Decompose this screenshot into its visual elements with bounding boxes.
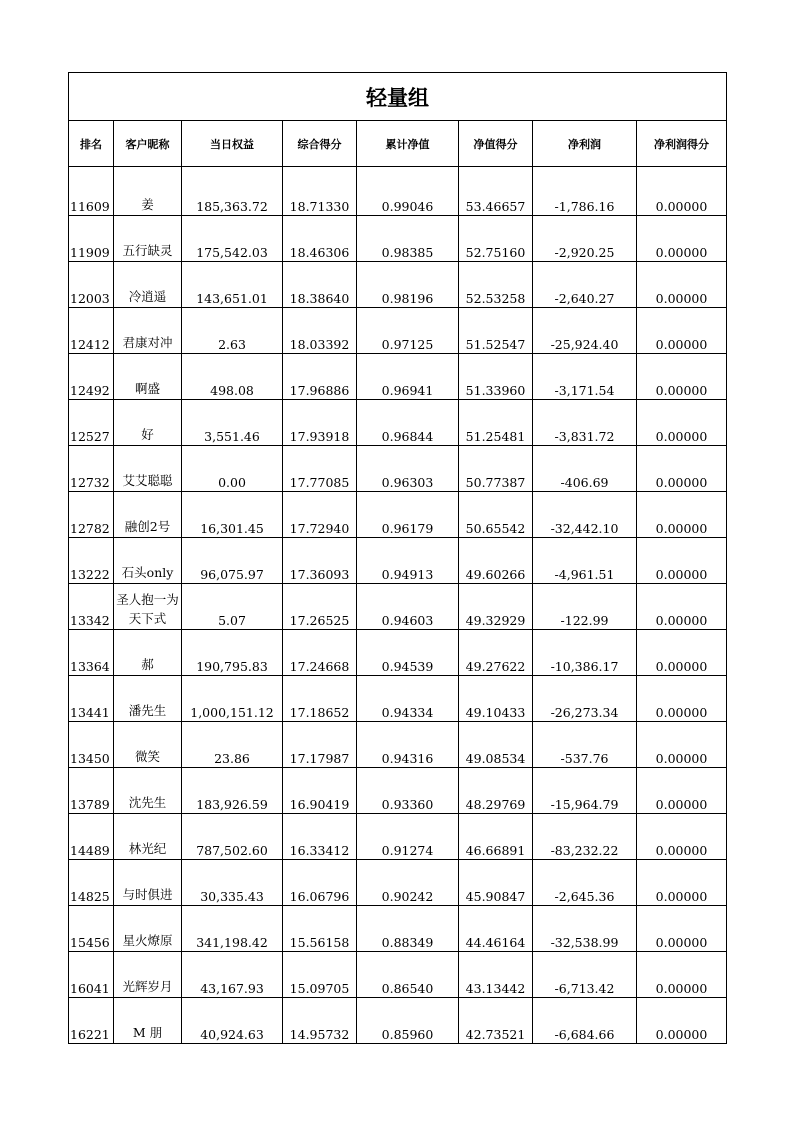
cell-composite-score: 17.72940 [283, 492, 357, 538]
cell-daily-equity: 787,502.60 [182, 814, 283, 860]
cell-rank: 16221 [69, 998, 114, 1044]
table-row [69, 676, 727, 722]
table-row [69, 814, 727, 860]
cell-nickname: 潘先生 [114, 676, 182, 722]
cell-nav-score: 51.25481 [459, 400, 533, 446]
cell-rank: 15456 [69, 906, 114, 952]
cell-nav-score: 49.27622 [459, 630, 533, 676]
cell-nav-score: 51.33960 [459, 354, 533, 400]
cell-cumulative-nav: 0.94334 [357, 676, 459, 722]
header-cumulative-nav: 累计净值 [357, 121, 459, 167]
cell-cumulative-nav: 0.96303 [357, 446, 459, 492]
cell-nickname: 五行缺灵 [114, 216, 182, 262]
cell-composite-score: 17.24668 [283, 630, 357, 676]
cell-net-profit: -537.76 [533, 722, 637, 768]
cell-net-profit: -10,386.17 [533, 630, 637, 676]
cell-net-profit-score: 0.00000 [637, 492, 727, 538]
cell-composite-score: 14.95732 [283, 998, 357, 1044]
cell-nickname: 星火燎原 [114, 906, 182, 952]
cell-composite-score: 17.36093 [283, 538, 357, 584]
table-row [69, 768, 727, 814]
cell-rank: 12527 [69, 400, 114, 446]
cell-nickname: 微笑 [114, 722, 182, 768]
cell-rank: 14489 [69, 814, 114, 860]
cell-cumulative-nav: 0.99046 [357, 167, 459, 216]
cell-cumulative-nav: 0.98196 [357, 262, 459, 308]
cell-daily-equity: 183,926.59 [182, 768, 283, 814]
table-row [69, 216, 727, 262]
cell-composite-score: 15.09705 [283, 952, 357, 998]
header-composite-score: 综合得分 [283, 121, 357, 167]
title-row [69, 73, 727, 121]
cell-nickname: 与时俱进 [114, 860, 182, 906]
cell-net-profit-score: 0.00000 [637, 446, 727, 492]
cell-nav-score: 42.73521 [459, 998, 533, 1044]
cell-net-profit-score: 0.00000 [637, 952, 727, 998]
cell-net-profit-score: 0.00000 [637, 814, 727, 860]
cell-cumulative-nav: 0.96941 [357, 354, 459, 400]
cell-net-profit-score: 0.00000 [637, 308, 727, 354]
cell-nav-score: 48.29769 [459, 768, 533, 814]
table-row [69, 538, 727, 584]
cell-net-profit: -3,831.72 [533, 400, 637, 446]
cell-rank: 12782 [69, 492, 114, 538]
cell-net-profit-score: 0.00000 [637, 584, 727, 630]
cell-nickname: 郝 [114, 630, 182, 676]
cell-cumulative-nav: 0.98385 [357, 216, 459, 262]
cell-daily-equity: 175,542.03 [182, 216, 283, 262]
cell-daily-equity: 190,795.83 [182, 630, 283, 676]
cell-cumulative-nav: 0.85960 [357, 998, 459, 1044]
cell-net-profit-score: 0.00000 [637, 860, 727, 906]
cell-rank: 14825 [69, 860, 114, 906]
cell-daily-equity: 30,335.43 [182, 860, 283, 906]
cell-net-profit: -15,964.79 [533, 768, 637, 814]
cell-composite-score: 16.33412 [283, 814, 357, 860]
cell-cumulative-nav: 0.96179 [357, 492, 459, 538]
cell-rank: 11609 [69, 167, 114, 216]
cell-daily-equity: 43,167.93 [182, 952, 283, 998]
cell-rank: 12003 [69, 262, 114, 308]
cell-daily-equity: 5.07 [182, 584, 283, 630]
cell-cumulative-nav: 0.91274 [357, 814, 459, 860]
table-row [69, 167, 727, 216]
cell-composite-score: 18.71330 [283, 167, 357, 216]
cell-cumulative-nav: 0.93360 [357, 768, 459, 814]
cell-rank: 16041 [69, 952, 114, 998]
cell-daily-equity: 16,301.45 [182, 492, 283, 538]
cell-rank: 13364 [69, 630, 114, 676]
cell-net-profit-score: 0.00000 [637, 676, 727, 722]
header-net-profit: 净利润 [533, 121, 637, 167]
cell-nav-score: 49.10433 [459, 676, 533, 722]
cell-rank: 12492 [69, 354, 114, 400]
cell-nav-score: 46.66891 [459, 814, 533, 860]
cell-composite-score: 17.93918 [283, 400, 357, 446]
cell-net-profit-score: 0.00000 [637, 167, 727, 216]
cell-composite-score: 18.46306 [283, 216, 357, 262]
cell-nav-score: 53.46657 [459, 167, 533, 216]
cell-net-profit-score: 0.00000 [637, 722, 727, 768]
table-row [69, 308, 727, 354]
cell-net-profit: -1,786.16 [533, 167, 637, 216]
cell-nickname: 好 [114, 400, 182, 446]
cell-cumulative-nav: 0.94316 [357, 722, 459, 768]
header-net-profit-score: 净利润得分 [637, 121, 727, 167]
cell-composite-score: 17.26525 [283, 584, 357, 630]
cell-nickname: 光辉岁月 [114, 952, 182, 998]
cell-cumulative-nav: 0.94603 [357, 584, 459, 630]
cell-nickname: 沈先生 [114, 768, 182, 814]
table-row [69, 584, 727, 630]
cell-net-profit: -406.69 [533, 446, 637, 492]
cell-daily-equity: 0.00 [182, 446, 283, 492]
cell-nickname: M 朋 [114, 998, 182, 1044]
cell-net-profit: -2,645.36 [533, 860, 637, 906]
cell-net-profit-score: 0.00000 [637, 354, 727, 400]
sheet-title: 轻量组 [69, 73, 727, 121]
cell-nav-score: 50.65542 [459, 492, 533, 538]
cell-daily-equity: 341,198.42 [182, 906, 283, 952]
cell-daily-equity: 23.86 [182, 722, 283, 768]
cell-net-profit: -26,273.34 [533, 676, 637, 722]
cell-nickname: 姜 [114, 167, 182, 216]
cell-nickname: 石头only [114, 538, 182, 584]
cell-net-profit: -2,920.25 [533, 216, 637, 262]
cell-nav-score: 43.13442 [459, 952, 533, 998]
cell-cumulative-nav: 0.96844 [357, 400, 459, 446]
header-nav-score: 净值得分 [459, 121, 533, 167]
cell-composite-score: 15.56158 [283, 906, 357, 952]
cell-nav-score: 44.46164 [459, 906, 533, 952]
cell-net-profit-score: 0.00000 [637, 906, 727, 952]
cell-net-profit: -122.99 [533, 584, 637, 630]
cell-cumulative-nav: 0.94913 [357, 538, 459, 584]
cell-nickname: 艾艾聪聪 [114, 446, 182, 492]
cell-nickname: 圣人抱一为天下式 [114, 584, 182, 630]
cell-daily-equity: 2.63 [182, 308, 283, 354]
table-row [69, 262, 727, 308]
cell-net-profit: -4,961.51 [533, 538, 637, 584]
cell-daily-equity: 3,551.46 [182, 400, 283, 446]
cell-daily-equity: 143,651.01 [182, 262, 283, 308]
cell-composite-score: 17.17987 [283, 722, 357, 768]
cell-composite-score: 17.96886 [283, 354, 357, 400]
cell-cumulative-nav: 0.94539 [357, 630, 459, 676]
cell-nickname: 冷逍遥 [114, 262, 182, 308]
table-row [69, 952, 727, 998]
cell-composite-score: 17.18652 [283, 676, 357, 722]
cell-nav-score: 49.08534 [459, 722, 533, 768]
cell-rank: 11909 [69, 216, 114, 262]
cell-composite-score: 16.06796 [283, 860, 357, 906]
cell-net-profit-score: 0.00000 [637, 768, 727, 814]
cell-net-profit: -6,684.66 [533, 998, 637, 1044]
table-row [69, 492, 727, 538]
cell-daily-equity: 185,363.72 [182, 167, 283, 216]
cell-composite-score: 18.38640 [283, 262, 357, 308]
cell-net-profit: -32,442.10 [533, 492, 637, 538]
header-daily-equity: 当日权益 [182, 121, 283, 167]
cell-net-profit: -83,232.22 [533, 814, 637, 860]
table-body [69, 167, 727, 1044]
table-row [69, 860, 727, 906]
cell-net-profit: -2,640.27 [533, 262, 637, 308]
header-row [69, 121, 727, 167]
cell-nickname: 融创2号 [114, 492, 182, 538]
cell-rank: 13789 [69, 768, 114, 814]
cell-rank: 13222 [69, 538, 114, 584]
cell-net-profit: -32,538.99 [533, 906, 637, 952]
cell-cumulative-nav: 0.88349 [357, 906, 459, 952]
cell-composite-score: 17.77085 [283, 446, 357, 492]
cell-nav-score: 49.32929 [459, 584, 533, 630]
cell-daily-equity: 1,000,151.12 [182, 676, 283, 722]
cell-rank: 12732 [69, 446, 114, 492]
cell-nav-score: 45.90847 [459, 860, 533, 906]
cell-daily-equity: 40,924.63 [182, 998, 283, 1044]
cell-net-profit-score: 0.00000 [637, 400, 727, 446]
cell-daily-equity: 498.08 [182, 354, 283, 400]
cell-daily-equity: 96,075.97 [182, 538, 283, 584]
cell-net-profit-score: 0.00000 [637, 630, 727, 676]
cell-net-profit: -3,171.54 [533, 354, 637, 400]
header-rank: 排名 [69, 121, 114, 167]
cell-nav-score: 49.60266 [459, 538, 533, 584]
cell-nickname: 啊盛 [114, 354, 182, 400]
cell-rank: 13450 [69, 722, 114, 768]
cell-net-profit-score: 0.00000 [637, 262, 727, 308]
cell-nickname: 君康对冲 [114, 308, 182, 354]
cell-nav-score: 52.53258 [459, 262, 533, 308]
table-row [69, 446, 727, 492]
cell-nickname: 林光纪 [114, 814, 182, 860]
cell-rank: 12412 [69, 308, 114, 354]
cell-rank: 13342 [69, 584, 114, 630]
header-nickname: 客户昵称 [114, 121, 182, 167]
cell-rank: 13441 [69, 676, 114, 722]
cell-nav-score: 52.75160 [459, 216, 533, 262]
cell-composite-score: 16.90419 [283, 768, 357, 814]
cell-composite-score: 18.03392 [283, 308, 357, 354]
cell-nav-score: 51.52547 [459, 308, 533, 354]
table-row [69, 354, 727, 400]
cell-net-profit: -25,924.40 [533, 308, 637, 354]
table-row [69, 998, 727, 1044]
cell-net-profit-score: 0.00000 [637, 216, 727, 262]
table-row [69, 400, 727, 446]
cell-nav-score: 50.77387 [459, 446, 533, 492]
table-row [69, 722, 727, 768]
cell-net-profit-score: 0.00000 [637, 998, 727, 1044]
cell-cumulative-nav: 0.86540 [357, 952, 459, 998]
cell-net-profit-score: 0.00000 [637, 538, 727, 584]
cell-cumulative-nav: 0.97125 [357, 308, 459, 354]
table-row [69, 630, 727, 676]
ranking-table [68, 72, 727, 1044]
cell-cumulative-nav: 0.90242 [357, 860, 459, 906]
cell-net-profit: -6,713.42 [533, 952, 637, 998]
table-row [69, 906, 727, 952]
